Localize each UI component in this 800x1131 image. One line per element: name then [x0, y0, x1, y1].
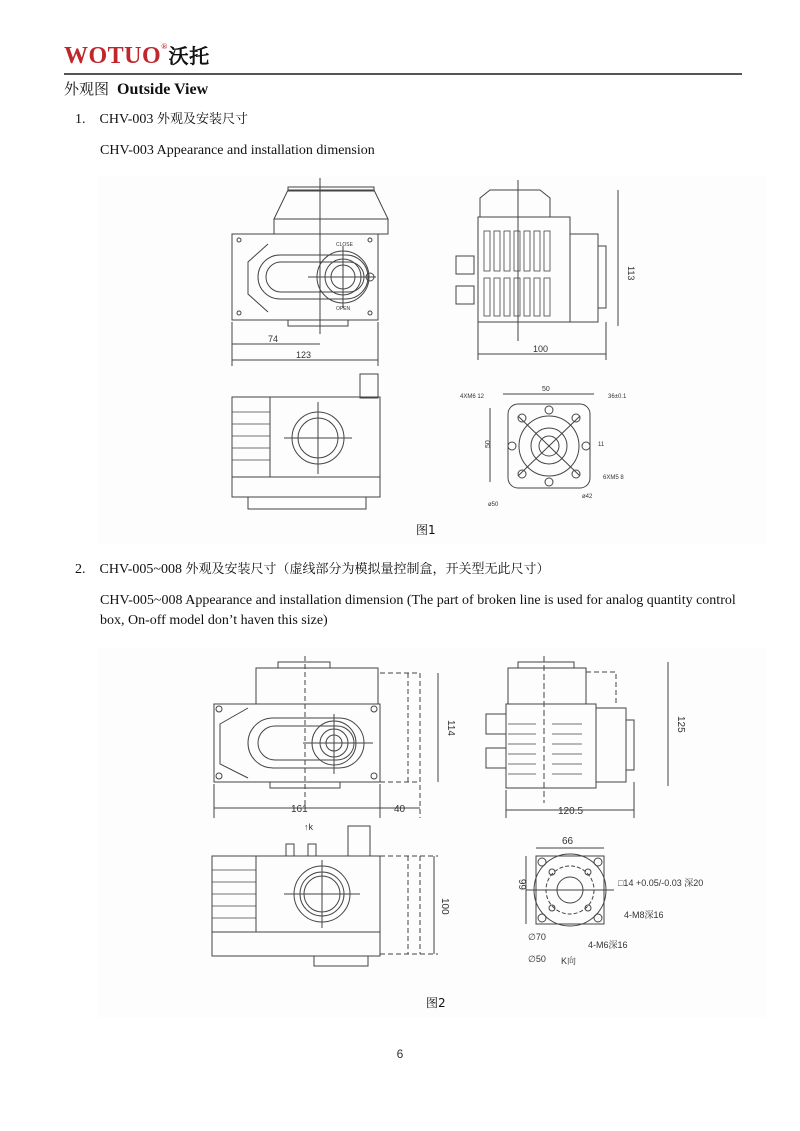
registered-mark: ®: [161, 42, 168, 51]
svg-text:161: 161: [291, 804, 308, 815]
fig2-side-view: [486, 656, 686, 818]
item-heading-cn: 外观及安装尺寸（虚线部分为模拟量控制盒，开关型无此尺寸）: [185, 562, 550, 577]
fig1-flange-view: [460, 386, 627, 508]
svg-text:4-M8深16: 4-M8深16: [624, 910, 664, 920]
fig1-side-view: [456, 180, 636, 360]
item-model: CHV-003: [99, 112, 154, 127]
figure-2-caption: 图2: [426, 996, 446, 1010]
item-1-heading: [75, 110, 248, 130]
section-title-en: Outside View: [117, 81, 209, 98]
svg-text:125: 125: [675, 716, 686, 733]
figure-1-caption: 图1: [416, 523, 436, 537]
svg-text:100: 100: [439, 898, 450, 915]
svg-text:ø50: ø50: [488, 502, 499, 508]
item-number: 1.: [75, 112, 86, 127]
fig2-flange-view: [518, 836, 703, 966]
svg-text:50: 50: [485, 440, 492, 448]
item-2-description: CHV-005~008 Appearance and installation dimension (The part of broken line is used for analog quantity control box, On-off model don’t haven this size): [100, 593, 736, 628]
item-2-heading: [75, 560, 550, 580]
svg-text:120.5: 120.5: [558, 806, 584, 817]
fig1-bottom-view: [232, 374, 380, 509]
brand-logo: [64, 40, 210, 70]
svg-text:66: 66: [518, 878, 529, 890]
svg-text:11: 11: [598, 442, 605, 448]
item-heading-cn: 外观及安装尺寸: [156, 112, 248, 127]
svg-text:CLOSE: CLOSE: [336, 242, 353, 248]
svg-text:ø42: ø42: [582, 494, 593, 500]
svg-text:↑k: ↑k: [304, 822, 313, 832]
page-number: 6: [396, 1047, 404, 1061]
svg-text:100: 100: [533, 344, 549, 354]
svg-text:74: 74: [268, 334, 279, 344]
fig2-bottom-view: [212, 826, 450, 966]
fig2-front-view: [214, 656, 456, 832]
svg-text:40: 40: [394, 804, 406, 815]
item-1-description: CHV-003 Appearance and installation dimension: [100, 143, 375, 158]
svg-text:∅50: ∅50: [528, 954, 546, 964]
svg-text:66: 66: [562, 836, 574, 847]
brand-name: WOTUO: [64, 43, 162, 69]
svg-text:50: 50: [542, 386, 550, 393]
svg-text:∅70: ∅70: [528, 932, 546, 942]
section-title-cn: 外观图: [64, 80, 110, 98]
svg-text:114: 114: [445, 720, 456, 736]
section-title: [64, 78, 208, 99]
header-divider: [64, 73, 742, 75]
item-number: 2.: [75, 562, 86, 577]
figure-2-drawing: [98, 648, 766, 1018]
svg-text:36±0.1: 36±0.1: [608, 394, 627, 400]
figure-1-drawing: [98, 176, 766, 544]
svg-text:4XM6 12: 4XM6 12: [460, 394, 485, 400]
item-model: CHV-005~008: [99, 562, 183, 577]
svg-text:K向: K向: [561, 956, 577, 966]
svg-text:OPEN: OPEN: [336, 306, 351, 312]
svg-text:4-M6深16: 4-M6深16: [588, 940, 628, 950]
fig1-front-view: [232, 178, 388, 366]
svg-text:6XM5 8: 6XM5 8: [603, 475, 624, 481]
svg-text:113: 113: [626, 266, 636, 281]
brand-name-cn: 沃托: [168, 44, 210, 68]
svg-text:□14 +0.05/-0.03 深20: □14 +0.05/-0.03 深20: [618, 878, 704, 888]
svg-text:123: 123: [296, 350, 312, 360]
